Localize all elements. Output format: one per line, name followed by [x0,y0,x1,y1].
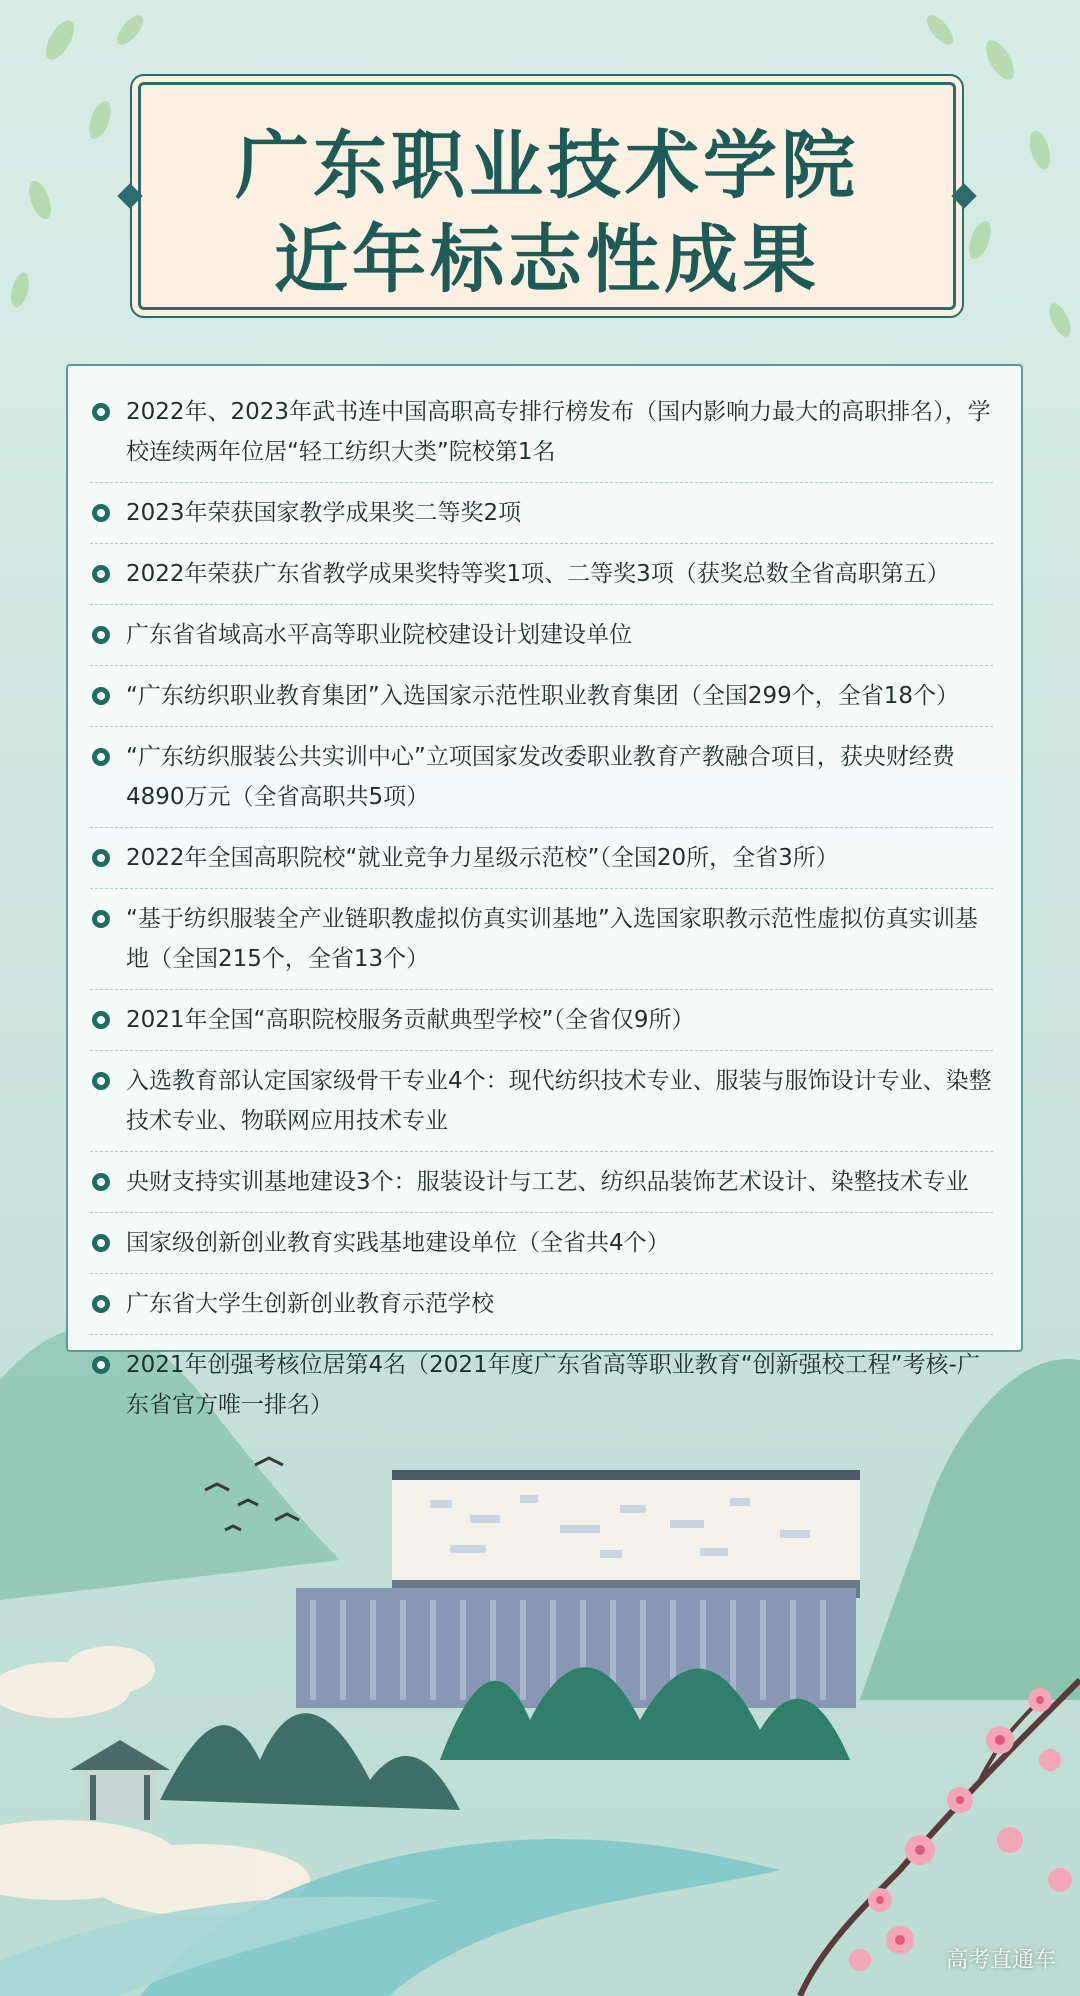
list-item-text: 2023年荣获国家教学成果奖二等奖2项 [126,500,522,526]
bullet-icon [92,748,110,766]
list-item [90,1061,993,1152]
bullet-icon [92,910,110,928]
list-item-text: “基于纺织服装全产业链职教虚拟仿真实训基地”入选国家职教示范性虚拟仿真实训基地（全国215个，全省13个） [126,906,978,972]
list-item-text: 广东省大学生创新创业教育示范学校 [126,1291,494,1317]
list-item [90,615,993,666]
list-item [90,1000,993,1051]
bullet-icon [92,626,110,644]
list-item-text: 2022年、2023年武书连中国高职高专排行榜发布（国内影响力最大的高职排名），学校连续两年位居“轻工纺织大类”院校第1名 [126,399,991,465]
bullet-icon [92,1072,110,1090]
list-item [90,1284,993,1335]
list-item-text: “广东纺织服装公共实训中心”立项国家发改委职业教育产教融合项目，获央财经费4890万元（全省高职共5项） [126,744,955,810]
page-title-line1: 广东职业技术学院 [235,123,859,209]
list-item [90,838,993,889]
list-item [90,392,993,483]
list-item [90,1223,993,1274]
bullet-icon [92,687,110,705]
bullet-icon [92,1356,110,1374]
list-item-text: “广东纺织职业教育集团”入选国家示范性职业教育集团（全国299个，全省18个） [126,683,959,709]
bullet-icon [92,1173,110,1191]
title-plaque [138,82,956,310]
list-item-text: 入选教育部认定国家级骨干专业4个：现代纺织技术专业、服装与服饰设计专业、染整技术专业、物联网应用技术专业 [126,1068,992,1134]
bullet-icon [92,504,110,522]
bullet-icon [92,565,110,583]
achievements-card [66,364,1023,1418]
list-item-text: 2021年创强考核位居第4名（2021年度广东省高等职业教育“创新强校工程”考核-广东省官方唯一排名） [126,1352,980,1418]
bullet-icon [92,1011,110,1029]
list-item [90,554,993,605]
page-title-line2: 近年标志性成果 [274,217,820,303]
list-item [90,1345,993,1435]
list-item [90,1162,993,1213]
list-item-text: 央财支持实训基地建设3个：服装设计与工艺、纺织品装饰艺术设计、染整技术专业 [126,1169,969,1195]
left-hills [160,1713,460,1810]
bullet-icon [92,1295,110,1313]
bullet-icon [92,403,110,421]
bullet-icon [92,849,110,867]
list-item-text: 广东省省域高水平高等职业院校建设计划建设单位 [126,622,632,648]
list-item [90,737,993,828]
list-item-text: 国家级创新创业教育实践基地建设单位（全省共4个） [126,1230,670,1256]
watermark: 高考直通车 [945,1948,1056,1973]
bullet-icon [92,1234,110,1252]
list-item [90,899,993,990]
list-item-text: 2022年全国高职院校“就业竞争力星级示范校”（全国20所，全省3所） [126,845,839,871]
pavilion-icon [70,1740,170,1820]
list-item-text: 2021年全国“高职院校服务贡献典型学校”（全省仅9所） [126,1007,695,1033]
list-item [90,493,993,544]
list-item [90,676,993,727]
list-item-text: 2022年荣获广东省教学成果奖特等奖1项、二等奖3项（获奖总数全省高职第五） [126,561,950,587]
